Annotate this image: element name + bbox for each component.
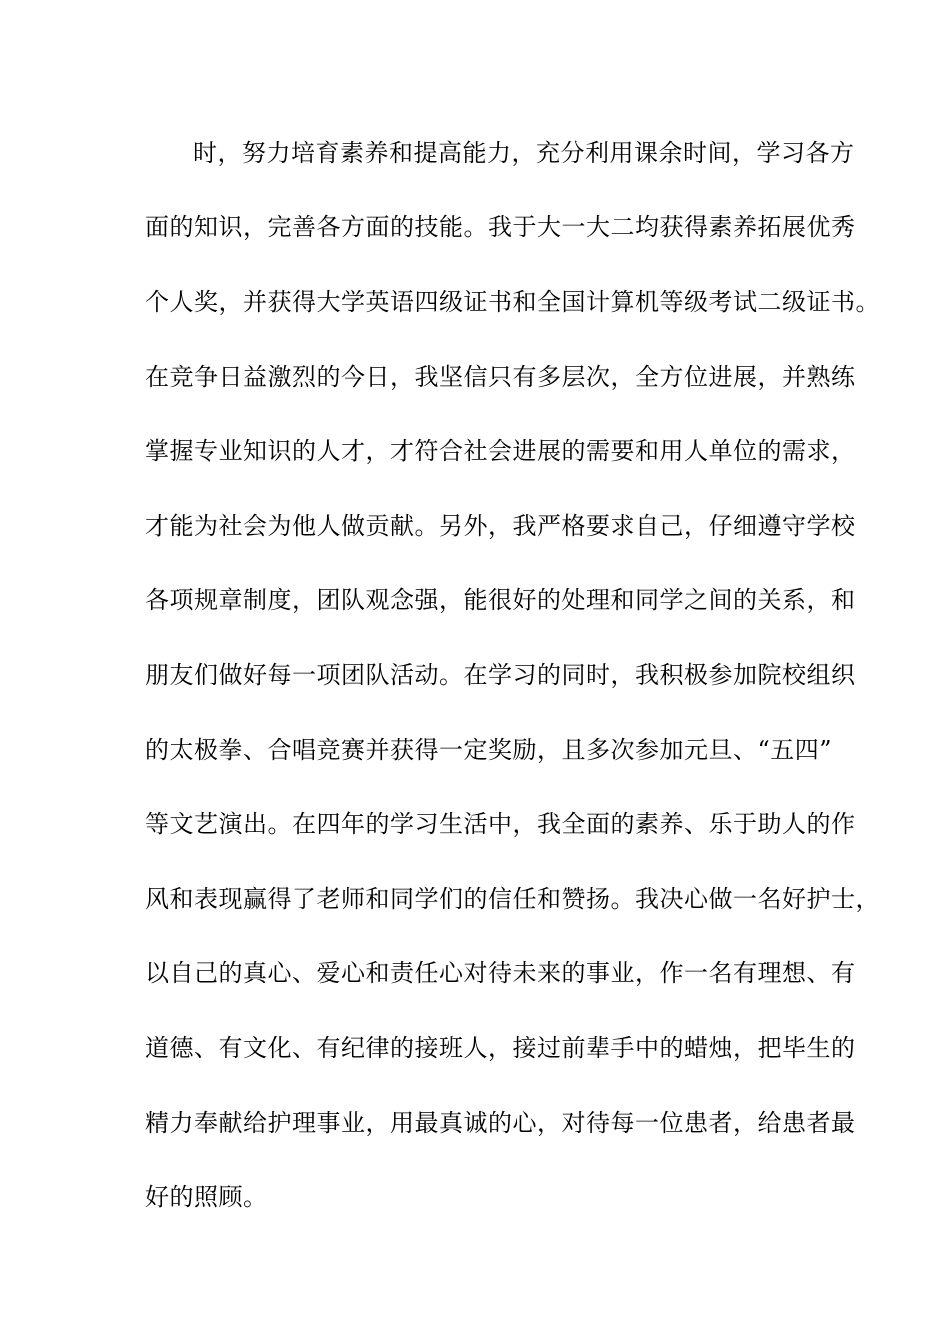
paragraph-line: 时，努力培育素养和提高能力，充分利用课余时间，学习各方 [193,139,855,167]
paragraph-line: 等文艺演出。在四年的学习生活中，我全面的素养、乐于助人的作 [145,810,856,838]
paragraph-line: 才能为社会为他人做贡献。另外，我严格要求自己，仔细遵守学校 [145,512,856,540]
paragraph-line: 好的照顾。 [145,1183,268,1211]
paragraph-line: 朋友们做好每一项团队活动。在学习的同时，我积极参加院校组织 [145,661,856,689]
paragraph-line: 掌握专业知识的人才，才符合社会进展的需要和用人单位的需求， [145,437,856,465]
paragraph-line: 面的知识，完善各方面的技能。我于大一大二均获得素养拓展优秀 [145,213,856,241]
paragraph-line: 的太极拳、合唱竞赛并获得一定奖励，且多次参加元旦、“五四” [145,736,833,764]
paragraph-line: 风和表现赢得了老师和同学们的信任和赞扬。我决心做一名好护士， [145,885,880,913]
paragraph-line: 各项规章制度，团队观念强，能很好的处理和同学之间的关系，和 [145,586,856,614]
paragraph-line: 道德、有文化、有纪律的接班人，接过前辈手中的蜡烛，把毕生的 [145,1034,856,1062]
paragraph-line: 个人奖，并获得大学英语四级证书和全国计算机等级考试二级证书。 [145,288,880,316]
paragraph-line: 在竞争日益激烈的今日，我坚信只有多层次，全方位进展，并熟练 [145,363,856,391]
paragraph-line: 以自己的真心、爱心和责任心对待未来的事业，作一名有理想、有 [145,959,856,987]
paragraph-line: 精力奉献给护理事业，用最真诚的心，对待每一位患者，给患者最 [145,1109,856,1137]
